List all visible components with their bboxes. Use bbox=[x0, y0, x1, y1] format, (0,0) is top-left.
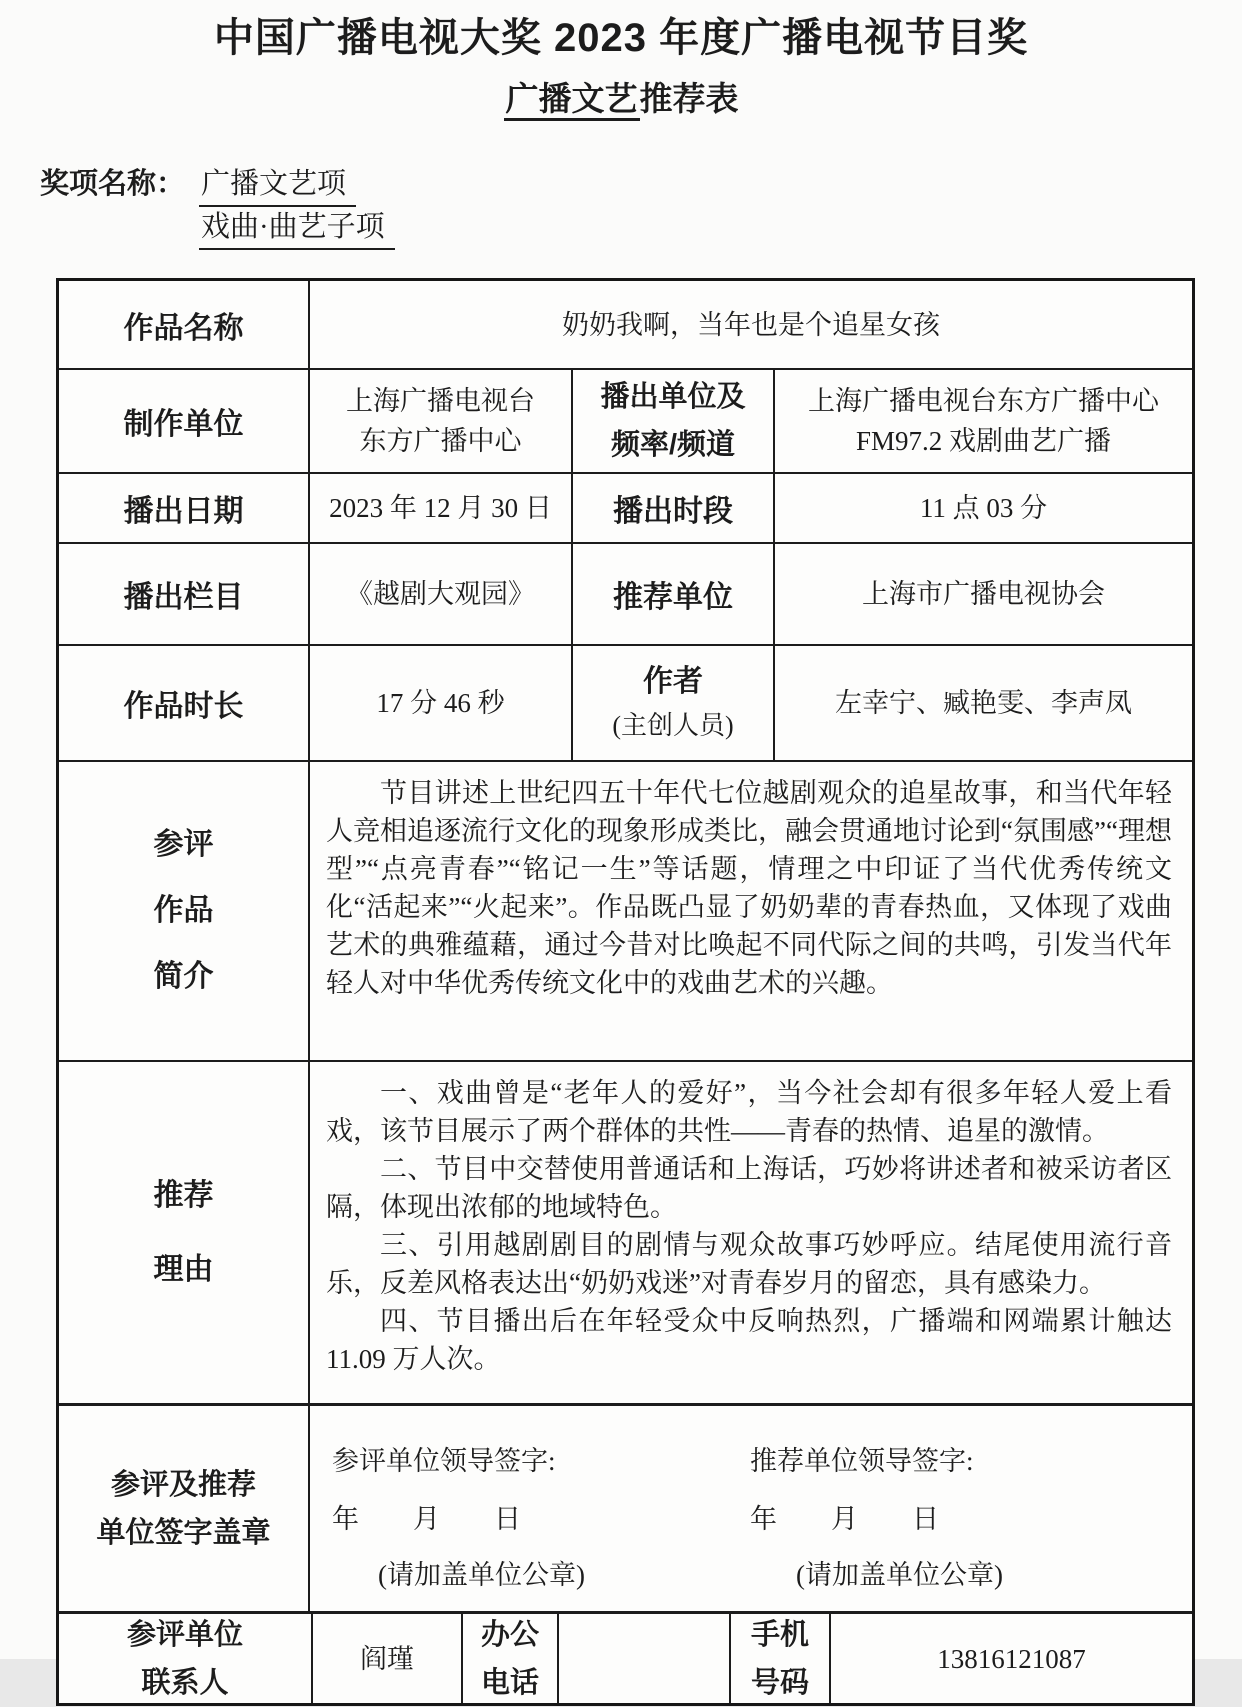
work-title-value: 奶奶我啊，当年也是个追星女孩 bbox=[562, 309, 940, 340]
signature-label-line2: 单位签字盖章 bbox=[96, 1516, 271, 1549]
brief-label-line3: 简介 bbox=[153, 960, 214, 993]
cell-recommender-value bbox=[773, 544, 1192, 644]
recommender-sign-date: 年 月 日 bbox=[750, 1504, 939, 1534]
cell-brief-label bbox=[59, 762, 308, 1060]
cell-author-value bbox=[773, 646, 1192, 760]
air-date-value: 2023 年 12 月 30 日 bbox=[329, 493, 552, 523]
cell-reasons-text bbox=[308, 1062, 1192, 1403]
brief-label-line1: 参评 bbox=[153, 828, 214, 861]
recommender-sign-label: 推荐单位领导签字: bbox=[750, 1446, 974, 1476]
cell-signature-content bbox=[308, 1406, 1192, 1611]
cell-broadcast-unit-label bbox=[571, 370, 773, 472]
row-program bbox=[59, 542, 1192, 644]
cell-office-phone-label bbox=[461, 1614, 557, 1703]
brief-paragraph: 节目讲述上世纪四五十年代七位越剧观众的追星故事，和当代年轻人竞相追逐流行文化的现象形成类比，融会贯通地讨论到“氛围感”“理想型”“点亮青春”“铭记一生”等话题，情理之中印证了当代优秀传统文化“活起来”“火起来”。作品既凸显了奶奶辈的青春热血，又体现了戏曲艺术的典雅蕴藉，通过今昔对比唤起不同代际之间的共鸣，引发当代年轻人对中华优秀传统文化中的戏曲艺术的兴趣。 bbox=[326, 778, 1172, 998]
producer-value-line1: 上海广播电视台 bbox=[346, 386, 535, 416]
entrant-signature-block bbox=[310, 1446, 750, 1590]
row-air-date bbox=[59, 472, 1192, 542]
cell-author-label bbox=[571, 646, 773, 760]
air-time-label: 播出时段 bbox=[613, 495, 733, 528]
row-producer bbox=[59, 368, 1192, 472]
broadcast-unit-label-line1: 播出单位及 bbox=[600, 381, 746, 413]
air-date-label: 播出日期 bbox=[123, 495, 244, 528]
recommender-seal-note: (请加盖单位公章) bbox=[796, 1560, 1003, 1590]
award-value-line1: 广播文艺项 bbox=[199, 164, 356, 207]
row-reasons bbox=[59, 1060, 1192, 1403]
row-contact bbox=[59, 1611, 1192, 1703]
cell-program-label bbox=[59, 544, 308, 644]
cell-duration-value bbox=[308, 646, 571, 760]
cell-air-date-value bbox=[308, 474, 571, 542]
producer-value-line2: 东方广播中心 bbox=[359, 426, 522, 456]
cell-office-phone-value bbox=[557, 1614, 729, 1703]
author-label-line1: 作者 bbox=[643, 665, 703, 698]
cell-contact-name bbox=[311, 1614, 461, 1703]
award-name-block bbox=[40, 164, 1242, 250]
reasons-label-line2: 理由 bbox=[153, 1252, 214, 1286]
row-work-title bbox=[59, 281, 1192, 368]
contact-label-line2: 联系人 bbox=[141, 1666, 229, 1699]
cell-duration-label bbox=[59, 646, 308, 760]
entrant-sign-date: 年 月 日 bbox=[332, 1504, 521, 1534]
reason-paragraph-2: 二、节目中交替使用普通话和上海话，巧妙将讲述者和被采访者区隔，体现出浓郁的地域特色。 bbox=[326, 1154, 1172, 1222]
entrant-sign-label: 参评单位领导签字: bbox=[332, 1446, 556, 1476]
mobile-label-line1: 手机 bbox=[750, 1618, 809, 1651]
cell-work-title-value bbox=[308, 281, 1192, 368]
cell-recommender-label bbox=[571, 544, 773, 644]
reason-paragraph-4: 四、节目播出后在年轻受众中反响热烈，广播端和网端累计触达11.09 万人次。 bbox=[326, 1306, 1172, 1374]
cell-brief-text bbox=[308, 762, 1192, 1060]
duration-value: 17 分 46 秒 bbox=[376, 688, 505, 718]
recommender-value: 上海市广播电视协会 bbox=[862, 579, 1105, 609]
program-value: 《越剧大观园》 bbox=[346, 579, 535, 609]
cell-producer-label bbox=[59, 370, 308, 472]
award-value-line2: 戏曲·曲艺子项 bbox=[199, 207, 395, 250]
office-phone-label-line1: 办公 bbox=[480, 1618, 539, 1651]
producer-label: 制作单位 bbox=[123, 408, 244, 441]
contact-label-line1: 参评单位 bbox=[126, 1618, 243, 1651]
mobile-phone-value: 13816121087 bbox=[937, 1643, 1086, 1674]
broadcast-unit-label-line2: 频率/频道 bbox=[610, 429, 736, 461]
recommender-signature-block bbox=[750, 1446, 1192, 1590]
document-subtitle bbox=[0, 73, 1242, 120]
subtitle-category-underlined: 广播文艺 bbox=[504, 80, 640, 121]
cell-broadcast-unit-value bbox=[773, 370, 1192, 472]
contact-name-value: 阎瑾 bbox=[360, 1643, 414, 1674]
cell-mobile-label bbox=[729, 1614, 829, 1703]
air-time-value: 11 点 03 分 bbox=[919, 493, 1048, 523]
cell-reasons-label bbox=[59, 1062, 308, 1403]
work-title-label: 作品名称 bbox=[123, 311, 244, 345]
recommendation-table bbox=[56, 278, 1195, 1706]
broadcast-unit-value-line2: FM97.2 戏剧曲艺广播 bbox=[855, 426, 1112, 456]
reason-paragraph-1: 一、戏曲曾是“老年人的爱好”，当今社会却有很多年轻人爱上看戏，该节目展示了两个群体的共性——青春的热情、追星的激情。 bbox=[326, 1078, 1172, 1146]
duration-label: 作品时长 bbox=[123, 690, 244, 723]
broadcast-unit-value-line1: 上海广播电视台东方广播中心 bbox=[808, 386, 1159, 416]
author-label-line2: (主创人员) bbox=[612, 711, 734, 740]
cell-program-value bbox=[308, 544, 571, 644]
subtitle-suffix: 推荐表 bbox=[639, 80, 739, 117]
cell-signature-label bbox=[59, 1406, 308, 1611]
cell-air-date-label bbox=[59, 474, 308, 542]
row-duration bbox=[59, 644, 1192, 760]
document-title: 中国广播电视大奖 2023 年度广播电视节目奖 bbox=[213, 16, 1029, 60]
cell-mobile-value bbox=[829, 1614, 1192, 1703]
entrant-seal-note: (请加盖单位公章) bbox=[378, 1560, 585, 1590]
mobile-label-line2: 号码 bbox=[750, 1666, 809, 1699]
award-name-label: 奖项名称： bbox=[40, 168, 186, 200]
signature-label-line1: 参评及推荐 bbox=[110, 1468, 256, 1501]
reasons-label-line1: 推荐 bbox=[153, 1178, 214, 1212]
brief-label-line2: 作品 bbox=[153, 894, 214, 927]
author-value: 左幸宁、臧艳雯、李声凤 bbox=[835, 688, 1132, 718]
cell-work-title-label bbox=[59, 281, 308, 368]
program-label: 播出栏目 bbox=[123, 581, 244, 614]
cell-air-time-value bbox=[773, 474, 1192, 542]
cell-contact-label bbox=[59, 1614, 311, 1703]
award-name-values bbox=[199, 164, 395, 250]
recommender-label: 推荐单位 bbox=[613, 581, 733, 614]
row-signature bbox=[59, 1403, 1192, 1611]
reason-paragraph-3: 三、引用越剧剧目的剧情与观众故事巧妙呼应。结尾使用流行音乐，反差风格表达出“奶奶戏迷”对青春岁月的留恋，具有感染力。 bbox=[326, 1230, 1172, 1298]
office-phone-label-line2: 电话 bbox=[480, 1666, 539, 1699]
cell-air-time-label bbox=[571, 474, 773, 542]
row-brief bbox=[59, 760, 1192, 1060]
cell-producer-value bbox=[308, 370, 571, 472]
